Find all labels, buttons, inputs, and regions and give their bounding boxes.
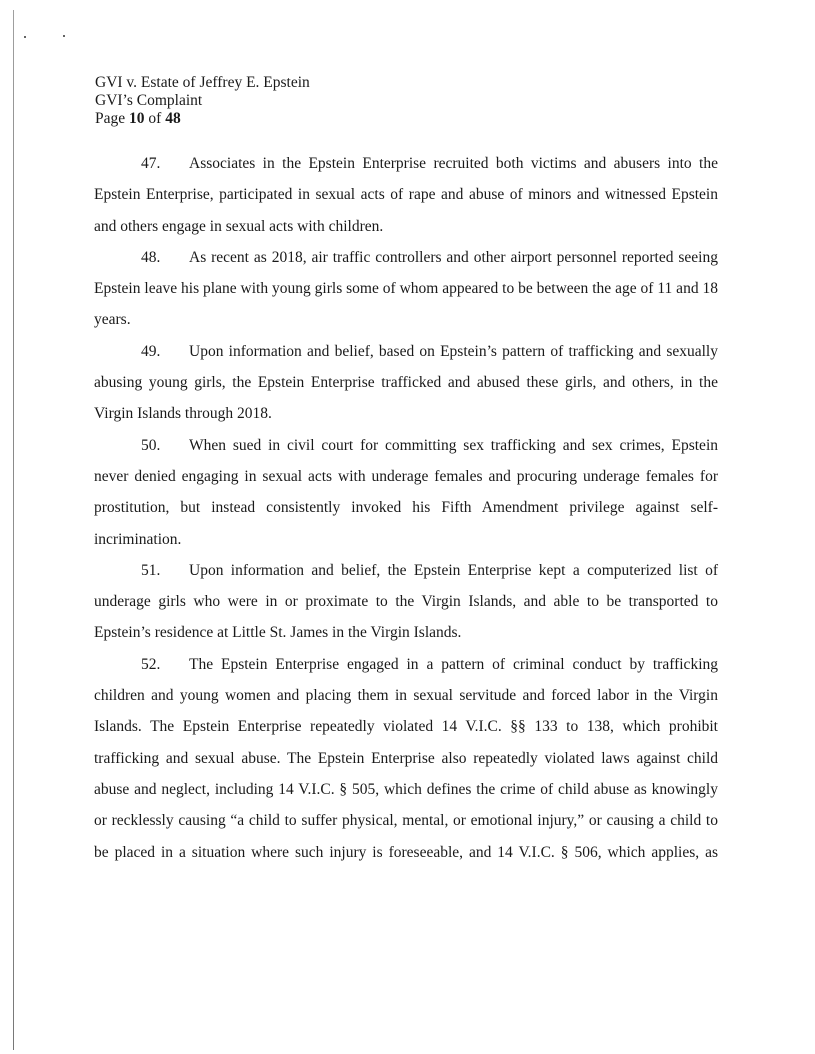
paragraph-50 (94, 430, 718, 555)
document-title: GVI’s Complaint (95, 92, 203, 109)
paragraph-52 (94, 649, 718, 868)
scan-speck (24, 36, 26, 38)
document-body (94, 148, 718, 868)
paragraph-text: Upon information and belief, the Epstein Enterprise kept a computerized list of underage girls who were in or proximate to the Virgin Islands, and able to be transported to Epstein’s residence at Little St. James in the Virgin Islands. (94, 561, 718, 642)
paragraph-text: When sued in civil court for committing sex trafficking and sex crimes, Epstein never denied engaging in sexual acts with underage females and procuring underage females for prostitution, but instead consistently invoked his Fifth Amendment privilege against self-incrimination. (94, 436, 718, 548)
paragraph-text: The Epstein Enterprise engaged in a pattern of criminal conduct by trafficking children and young women and placing them in sexual servitude and forced labor in the Virgin Islands. The Epstein Enterprise repeatedly violated 14 V.I.C. §§ 133 to 138, which prohibit trafficking and sexual abuse. The Epstein Enterprise also repeatedly violated laws against child abuse and neglect, including 14 V.I.C. § 505, which defines the crime of child abuse as knowingly or recklessly causing “a child to suffer physical, mental, or emotional injury,” or causing a child to be placed in a situation where such injury is foreseeable, and 14 V.I.C. § 506, which applies, as (94, 655, 718, 861)
paragraph-text: As recent as 2018, air traffic controllers and other airport personnel reported seeing Epstein leave his plane with young girls some of whom appeared to be between the age of 11 and 18 years. (94, 248, 718, 329)
case-title: GVI v. Estate of Jeffrey E. Epstein (95, 74, 310, 91)
paragraph-number: 47. (141, 155, 161, 172)
paragraph-number: 51. (141, 561, 161, 579)
paragraph-text: Upon information and belief, based on Epstein’s pattern of trafficking and sexually abusing young girls, the Epstein Enterprise trafficked and abused these girls, and others, in the Virgin Islands through 2018. (94, 342, 718, 423)
paragraph-51 (94, 555, 718, 649)
page-prefix: Page (95, 110, 130, 127)
document-header (95, 74, 310, 128)
paragraph-49 (94, 336, 718, 430)
page-of: of (144, 110, 166, 127)
page-indicator (95, 110, 310, 128)
paragraph-47 (94, 148, 718, 242)
paragraph-number: 50. (141, 436, 161, 454)
page-total: 48 (165, 110, 181, 127)
page-current: 10 (129, 110, 145, 127)
paragraph-number: 48. (141, 248, 161, 266)
paragraph-number: 52. (141, 655, 161, 673)
scan-edge-line (13, 10, 14, 1050)
paragraph-48 (94, 242, 718, 336)
scan-speck (63, 35, 65, 37)
paragraph-number: 49. (141, 342, 161, 360)
paragraph-text: Associates in the Epstein Enterprise recruited both victims and abusers into the Epstein Enterprise, participated in sexual acts of rape and abuse of minors and witnessed Epstein and others engage in sexual acts with children. (94, 155, 718, 235)
